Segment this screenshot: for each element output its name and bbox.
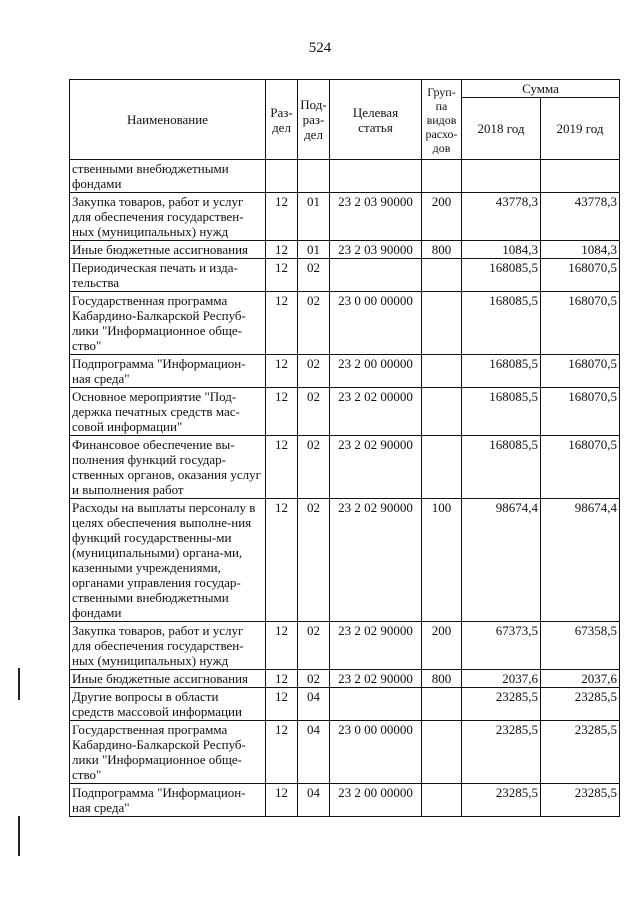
cell-y1: 168085,5 bbox=[462, 292, 541, 355]
cell-vr bbox=[422, 355, 462, 388]
cell-vr bbox=[422, 688, 462, 721]
cell-y2: 168070,5 bbox=[541, 436, 620, 499]
cell-y2: 168070,5 bbox=[541, 259, 620, 292]
cell-rz: 12 bbox=[266, 292, 298, 355]
cell-cs: 23 0 00 00000 bbox=[330, 292, 422, 355]
cell-cs bbox=[330, 688, 422, 721]
cell-name: Периодическая печать и изда-тельства bbox=[70, 259, 266, 292]
cell-y1 bbox=[462, 160, 541, 193]
cell-rz: 12 bbox=[266, 355, 298, 388]
cell-y2: 23285,5 bbox=[541, 688, 620, 721]
cell-rz: 12 bbox=[266, 436, 298, 499]
table-row bbox=[70, 688, 620, 721]
margin-mark bbox=[18, 816, 20, 856]
cell-y2: 23285,5 bbox=[541, 721, 620, 784]
cell-name: Другие вопросы в области средств массовой информации bbox=[70, 688, 266, 721]
cell-cs: 23 2 00 00000 bbox=[330, 784, 422, 817]
cell-pr bbox=[298, 160, 330, 193]
table-row bbox=[70, 721, 620, 784]
cell-y2: 1084,3 bbox=[541, 241, 620, 259]
cell-cs: 23 2 02 90000 bbox=[330, 499, 422, 622]
cell-y1: 1084,3 bbox=[462, 241, 541, 259]
cell-name: Основное мероприятие "Под-держка печатных средств мас-совой информации" bbox=[70, 388, 266, 436]
cell-name: Закупка товаров, работ и услуг для обеспечения государствен-ных (муниципальных) нужд bbox=[70, 622, 266, 670]
table-row bbox=[70, 436, 620, 499]
cell-vr: 200 bbox=[422, 622, 462, 670]
table-row bbox=[70, 622, 620, 670]
cell-vr bbox=[422, 292, 462, 355]
cell-name: ственными внебюджетными фондами bbox=[70, 160, 266, 193]
cell-cs: 23 2 00 00000 bbox=[330, 355, 422, 388]
cell-vr: 800 bbox=[422, 241, 462, 259]
cell-y1: 67373,5 bbox=[462, 622, 541, 670]
cell-y1: 23285,5 bbox=[462, 688, 541, 721]
cell-cs bbox=[330, 259, 422, 292]
cell-rz: 12 bbox=[266, 622, 298, 670]
cell-rz: 12 bbox=[266, 721, 298, 784]
header-year-2019: 2019 год bbox=[541, 98, 620, 160]
cell-rz: 12 bbox=[266, 688, 298, 721]
cell-name: Государственная программа Кабардино-Балкарской Респуб-лики "Информационное обще-ство" bbox=[70, 292, 266, 355]
cell-pr: 02 bbox=[298, 622, 330, 670]
cell-y1: 168085,5 bbox=[462, 355, 541, 388]
cell-name: Подпрограмма "Информацион-ная среда" bbox=[70, 784, 266, 817]
header-target: Целевая статья bbox=[330, 80, 422, 160]
cell-y1: 98674,4 bbox=[462, 499, 541, 622]
cell-cs: 23 2 03 90000 bbox=[330, 193, 422, 241]
cell-name: Закупка товаров, работ и услуг для обеспечения государствен-ных (муниципальных) нужд bbox=[70, 193, 266, 241]
cell-pr: 02 bbox=[298, 259, 330, 292]
header-year-2018: 2018 год bbox=[462, 98, 541, 160]
cell-name: Расходы на выплаты персоналу в целях обеспечения выполне-ния функций государственны-ми (муниципальными) органа-ми, казенными учреждениями, органами управления государ-ственными внебюджетными фондами bbox=[70, 499, 266, 622]
cell-y1: 168085,5 bbox=[462, 388, 541, 436]
cell-rz: 12 bbox=[266, 193, 298, 241]
cell-y1: 43778,3 bbox=[462, 193, 541, 241]
page-number: 524 bbox=[308, 40, 332, 56]
budget-table bbox=[69, 79, 620, 817]
cell-rz: 12 bbox=[266, 784, 298, 817]
header-sum: Сумма bbox=[462, 80, 620, 98]
cell-rz: 12 bbox=[266, 499, 298, 622]
cell-cs: 23 0 00 00000 bbox=[330, 721, 422, 784]
cell-cs bbox=[330, 160, 422, 193]
cell-pr: 02 bbox=[298, 670, 330, 688]
table-row bbox=[70, 499, 620, 622]
cell-rz: 12 bbox=[266, 670, 298, 688]
cell-vr bbox=[422, 259, 462, 292]
header-group: Груп- па видов расхо- дов bbox=[422, 80, 462, 160]
table-row bbox=[70, 259, 620, 292]
header-section: Раз- дел bbox=[266, 80, 298, 160]
cell-name: Подпрограмма "Информацион-ная среда" bbox=[70, 355, 266, 388]
cell-y1: 23285,5 bbox=[462, 721, 541, 784]
cell-name: Государственная программа Кабардино-Балкарской Респуб-лики "Информационное обще-ство" bbox=[70, 721, 266, 784]
header-subsection: Под- раз- дел bbox=[298, 80, 330, 160]
cell-y2: 168070,5 bbox=[541, 388, 620, 436]
cell-vr: 100 bbox=[422, 499, 462, 622]
cell-vr bbox=[422, 160, 462, 193]
cell-rz bbox=[266, 160, 298, 193]
table-row bbox=[70, 292, 620, 355]
table-row bbox=[70, 193, 620, 241]
cell-name: Финансовое обеспечение вы-полнения функций государ-ственных органов, оказания услуг и выполнения работ bbox=[70, 436, 266, 499]
cell-name: Иные бюджетные ассигнования bbox=[70, 241, 266, 259]
table-row bbox=[70, 241, 620, 259]
cell-cs: 23 2 02 00000 bbox=[330, 388, 422, 436]
cell-vr bbox=[422, 388, 462, 436]
cell-vr bbox=[422, 784, 462, 817]
cell-vr: 800 bbox=[422, 670, 462, 688]
table-row bbox=[70, 784, 620, 817]
cell-cs: 23 2 02 90000 bbox=[330, 622, 422, 670]
cell-pr: 01 bbox=[298, 193, 330, 241]
table-row bbox=[70, 160, 620, 193]
cell-pr: 04 bbox=[298, 721, 330, 784]
cell-y2: 43778,3 bbox=[541, 193, 620, 241]
cell-pr: 02 bbox=[298, 292, 330, 355]
cell-y1: 168085,5 bbox=[462, 436, 541, 499]
cell-vr bbox=[422, 721, 462, 784]
cell-rz: 12 bbox=[266, 241, 298, 259]
cell-y1: 23285,5 bbox=[462, 784, 541, 817]
cell-y2 bbox=[541, 160, 620, 193]
cell-pr: 02 bbox=[298, 355, 330, 388]
margin-mark bbox=[18, 668, 20, 700]
cell-rz: 12 bbox=[266, 259, 298, 292]
cell-y1: 2037,6 bbox=[462, 670, 541, 688]
cell-rz: 12 bbox=[266, 388, 298, 436]
cell-y2: 168070,5 bbox=[541, 292, 620, 355]
header-name: Наименование bbox=[70, 80, 266, 160]
cell-pr: 04 bbox=[298, 688, 330, 721]
cell-y1: 168085,5 bbox=[462, 259, 541, 292]
table-row bbox=[70, 670, 620, 688]
cell-pr: 02 bbox=[298, 436, 330, 499]
cell-vr bbox=[422, 436, 462, 499]
cell-pr: 04 bbox=[298, 784, 330, 817]
cell-pr: 02 bbox=[298, 388, 330, 436]
cell-pr: 02 bbox=[298, 499, 330, 622]
cell-cs: 23 2 03 90000 bbox=[330, 241, 422, 259]
cell-y2: 98674,4 bbox=[541, 499, 620, 622]
cell-vr: 200 bbox=[422, 193, 462, 241]
table-row bbox=[70, 388, 620, 436]
cell-y2: 2037,6 bbox=[541, 670, 620, 688]
cell-y2: 23285,5 bbox=[541, 784, 620, 817]
cell-pr: 01 bbox=[298, 241, 330, 259]
cell-y2: 67358,5 bbox=[541, 622, 620, 670]
cell-name: Иные бюджетные ассигнования bbox=[70, 670, 266, 688]
cell-y2: 168070,5 bbox=[541, 355, 620, 388]
cell-cs: 23 2 02 90000 bbox=[330, 670, 422, 688]
cell-cs: 23 2 02 90000 bbox=[330, 436, 422, 499]
table-row bbox=[70, 355, 620, 388]
